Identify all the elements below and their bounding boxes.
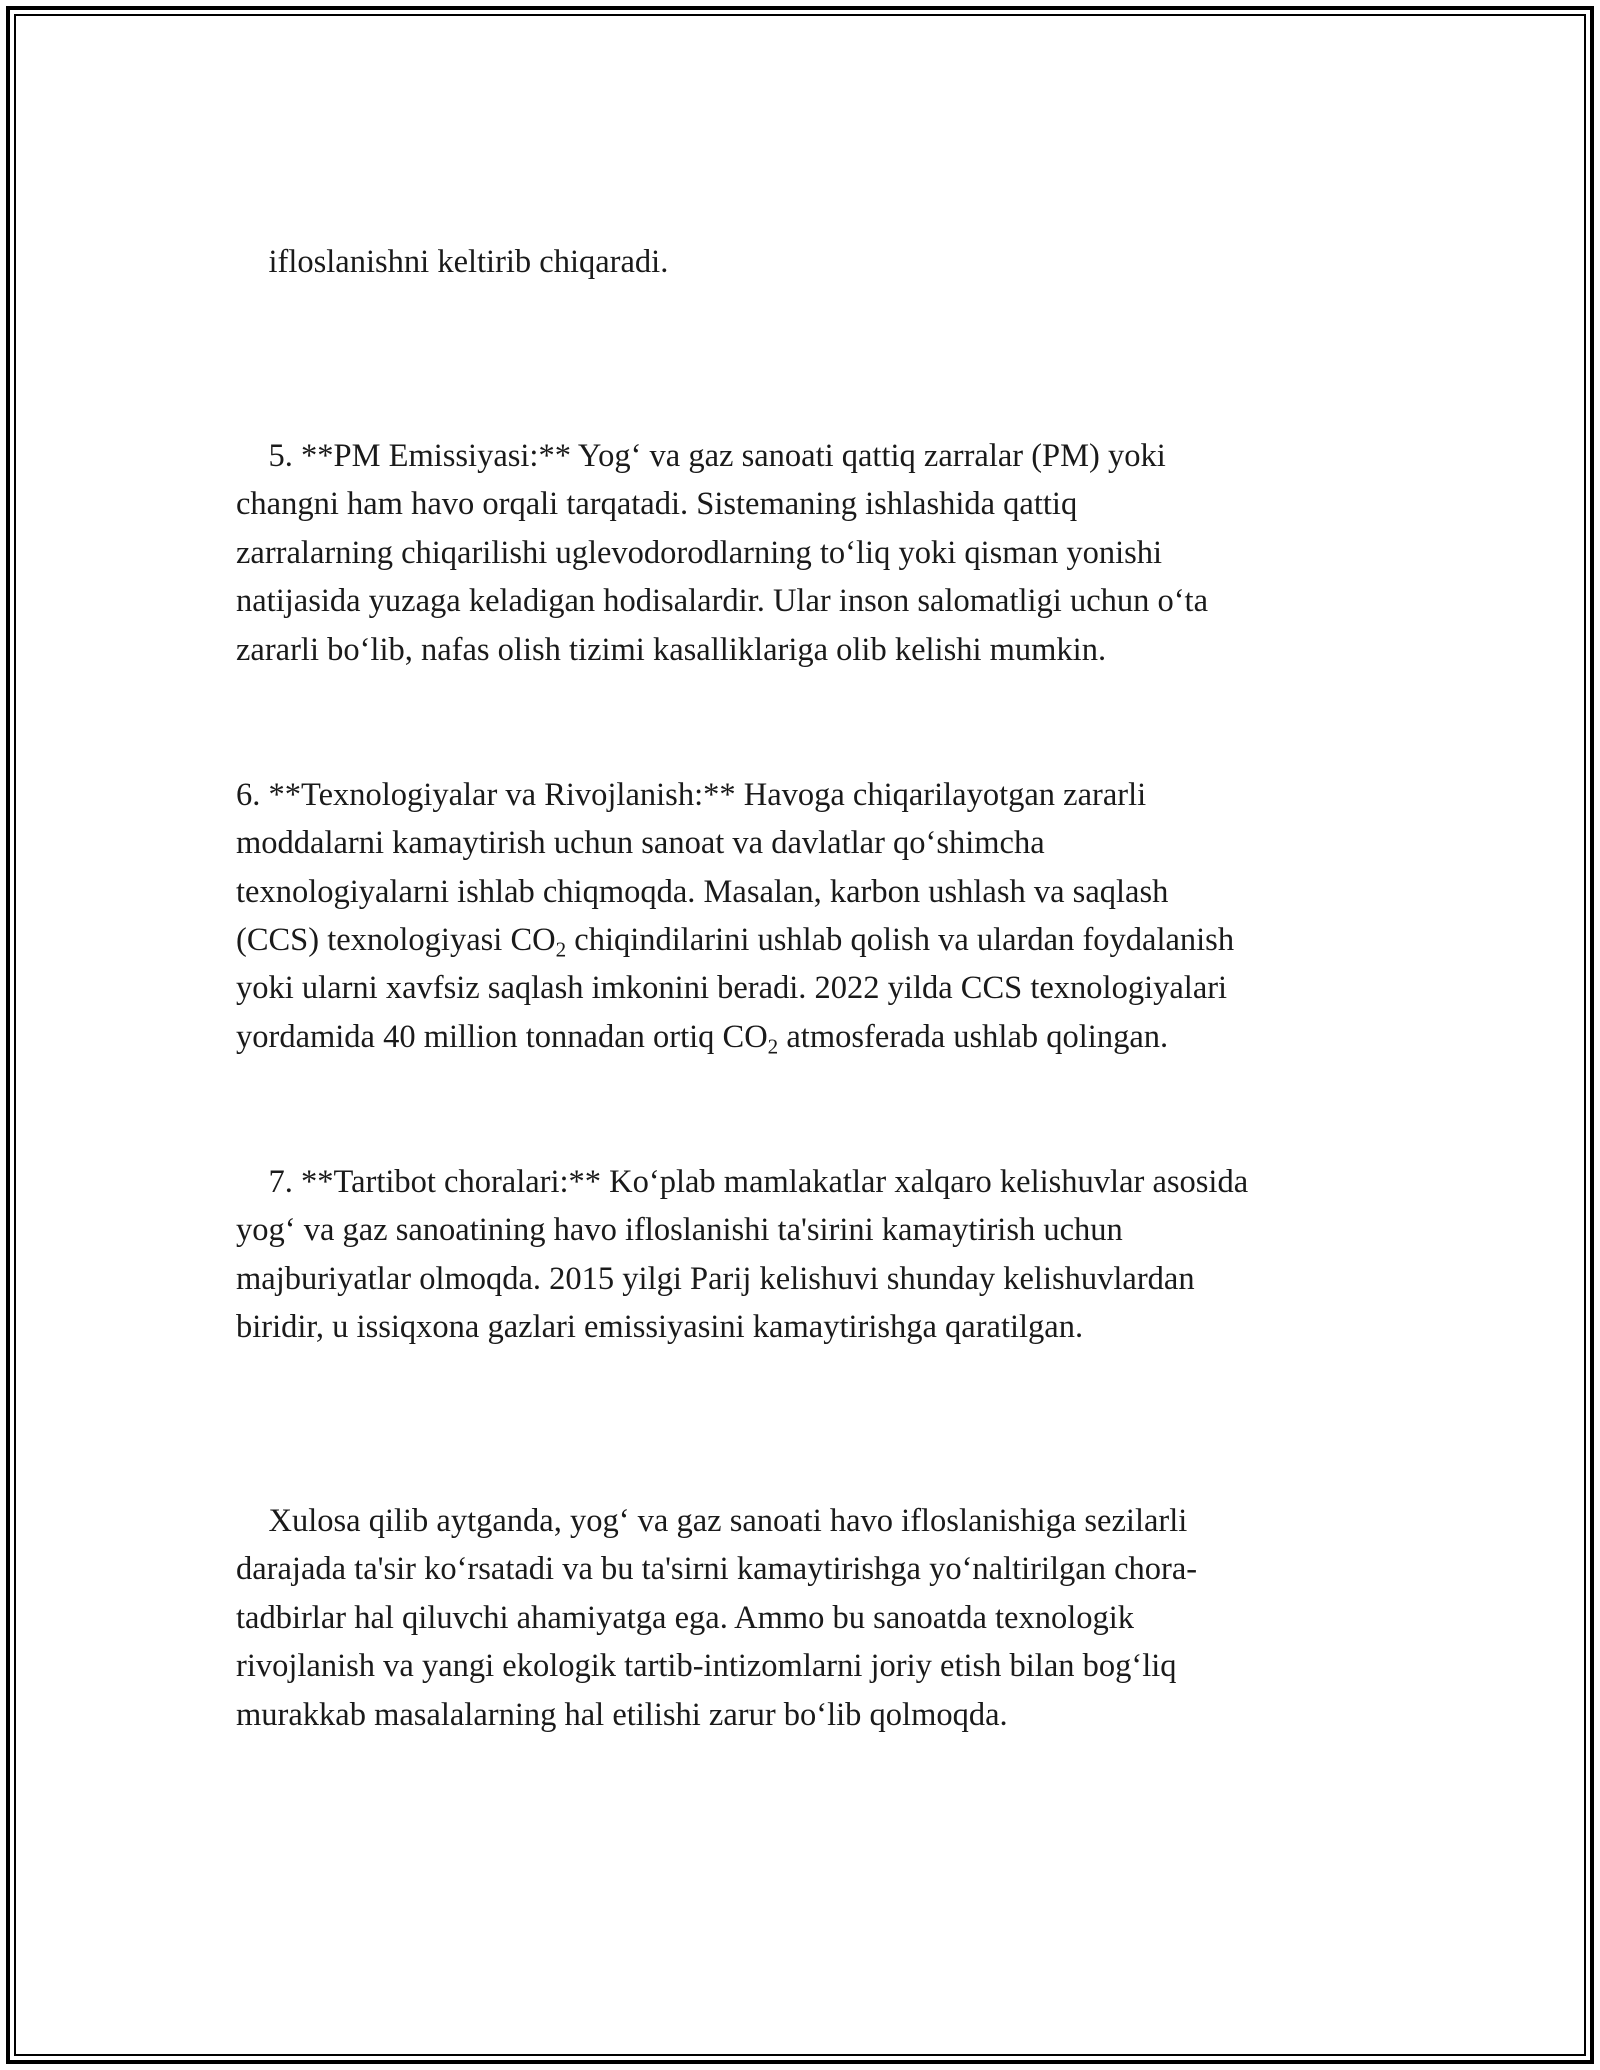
paragraph-text: Xulosa qilib aytganda, yog‘ va gaz sanoati havo ifloslanishiga sezilarli darajada ta'sir ko‘rsatadi va bu ta'sirni kamaytirishga yo‘naltirilgan chora- tadbirlar hal qiluvchi ahamiyatga ega. Ammo bu sanoatda texnologik rivojlanish va yangi ekologik tartib-intizomlarni joriy etish bilan bog‘liq murakkab masalalarning hal etilishi zarur bo‘lib qolmoqda. xyxy=(236,1502,1198,1733)
subscript-2: 2 xyxy=(767,1034,779,1059)
paragraph-text: 5. **PM Emissiyasi:** Yog‘ va gaz sanoati qattiq zarralar (PM) yoki changni ham havo orqali tarqatadi. Sistemaning ishlashida qattiq zarralarning chiqarilishi uglevodorodlarning to‘liq yoki qisman yonishi natijasida yuzaga keladigan hodisalardir. Ular inson salomatligi uchun o‘ta zararli bo‘lib, nafas olish tizimi kasalliklariga olib kelishi mumkin. xyxy=(236,438,1209,668)
paragraph-text: ifloslanishni keltirib chiqaradi. xyxy=(268,244,669,281)
document-body xyxy=(236,190,1366,1836)
paragraph-text: atmosferada ushlab qolingan. xyxy=(778,1018,1169,1055)
subscript-2: 2 xyxy=(555,937,567,962)
paragraph-conclusion xyxy=(236,1449,1366,1788)
paragraph-text: 7. **Tartibot choralari:** Ko‘plab mamlakatlar xalqaro kelishuvlar asosida yog‘ va gaz sanoatining havo ifloslanishi ta'sirini kamaytirish uchun majburiyatlar olmoqda. 2015 yilgi Parij kelishuvi shunday kelishuvlardan biridir, u issiqxona gazlari emissiyasini kamaytirishga qaratilgan. xyxy=(236,1164,1249,1346)
paragraph-regulations xyxy=(236,1110,1366,1400)
paragraph-text: 6. **Texnologiyalar va Rivojlanish:** Havoga chiqarilayotgan zararli moddalarni kamaytirish uchun sanoat va davlatlar qo‘shimcha texnologiyalarni ishlab chiqmoqda. Masalan, karbon ushlash va saqlash (CCS) texnologiyasi CO xyxy=(236,776,1169,959)
paragraph-text: chiqindilarini ushlab qolish va ulardan foydalanish yoki ularni xavfsiz saqlash imkonini beradi. 2022 yilda CCS texnologiyalari yordamida 40 million tonnadan ortiq CO xyxy=(236,922,1235,1055)
paragraph-pm-emission xyxy=(236,384,1366,723)
paragraph-technologies xyxy=(236,771,1366,1061)
paragraph-continuation xyxy=(236,190,1366,335)
